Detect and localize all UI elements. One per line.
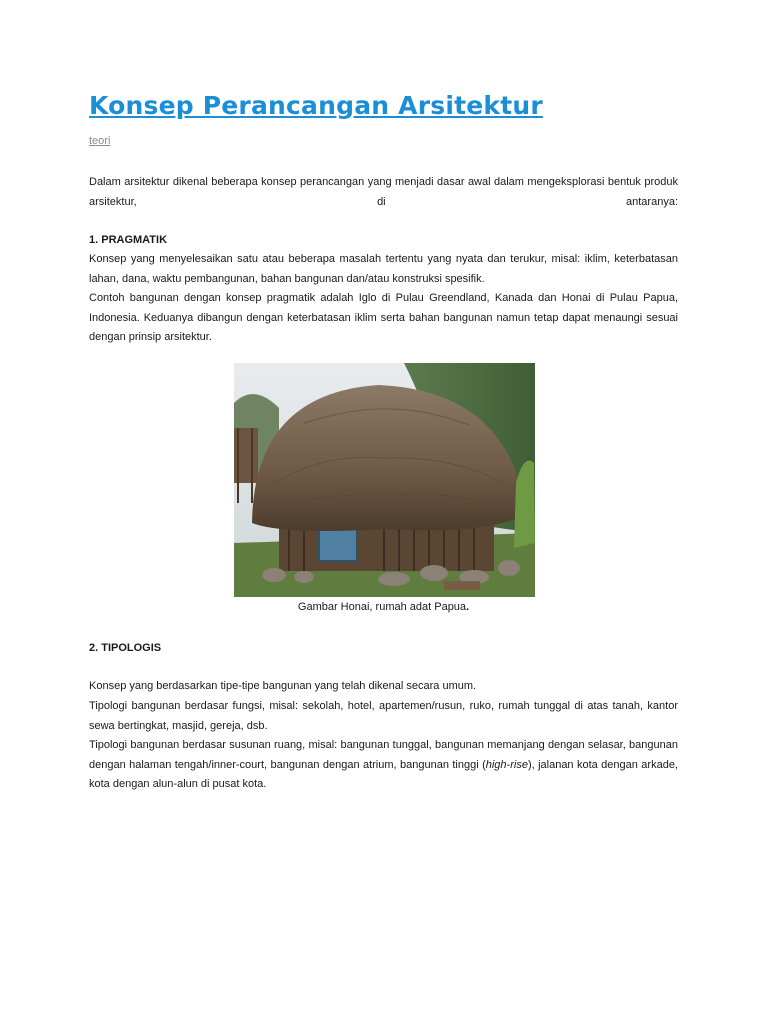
section-heading-tipologis: 2. TIPOLOGIS [89,642,162,654]
tipologis-paragraph-3 [89,736,678,795]
caption-text: Gambar Honai, rumah adat Papua [297,601,467,613]
pragmatik-paragraph-1: Konsep yang menyelesaikan satu atau beberapa masalah tertentu yang nyata dan terukur, misal: iklim, keterbatasan lahan, dana, waktu pembangunan, bahan bangunan dan/atau konstruksi spesifik. [89,253,678,285]
section-heading-pragmatik: 1. PRAGMATIK [89,234,168,246]
intro-paragraph: Dalam arsitektur dikenal beberapa konsep perancangan yang menjadi dasar awal dalam mengeksplorasi bentuk produk arsitektur, di antaranya: [89,176,678,208]
caption-period: . [466,601,470,613]
tipologis-paragraph-3-end: ), jalanan kota dengan arkade, kota dengan alun-alun di pusat kota. [89,758,678,790]
tipologis-paragraph-1: Konsep yang berdasarkan tipe-tipe bangunan yang telah dikenal secara umum. [89,680,477,692]
honai-hut-photo [234,363,535,597]
image-caption [89,601,678,613]
tipologis-paragraph-2: Tipologi bangunan berdasar fungsi, misal: sekolah, hotel, apartemen/rusun, ruko, rumah tunggal di atas tanah, kantor sewa bertingkat, masjid, gereja, dsb. [89,700,678,732]
pragmatik-paragraph-2: Contoh bangunan dengan konsep pragmatik adalah Iglo di Pulau Greendland, Kanada dan Honai di Pulau Papua, Indonesia. Keduanya dibangun dengan keterbatasan iklim serta bahan bangunan namun tetap dapat menaungi sesuai dengan prinsip arsitektur. [89,292,678,343]
high-rise-term: high-rise [485,758,528,771]
tipologis-paragraph-3-start: Tipologi bangunan berdasar susunan ruang, misal: bangunan tunggal, bangunan memanjang dengan selasar, bangunan dengan halaman tengah/inner-court, bangunan dengan atrium, bangunan tinggi ( [89,739,678,771]
page-title[interactable]: Konsep Perancangan Arsitektur [89,91,543,120]
tag-link[interactable]: teori [89,135,111,147]
